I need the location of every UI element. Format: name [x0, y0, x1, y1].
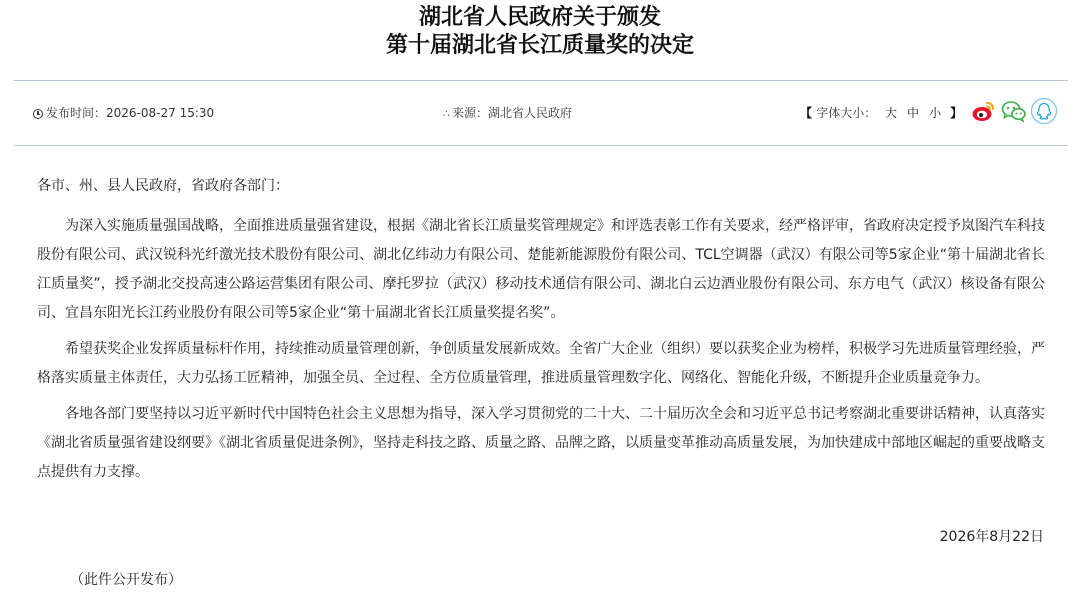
qq-icon	[1030, 97, 1058, 125]
font-size-control	[800, 103, 962, 123]
top-divider	[14, 80, 1068, 81]
paragraph-1: 为深入实施质量强国战略，全面推进质量强省建设，根据《湖北省长江质量奖管理规定》和评选表彰工作有关要求，经严格评审，省政府决定授予岚图汽车科技股份有限公司、武汉锐科光纤激光技术股份有限公司、湖北亿纬动力有限公司、楚能新能源股份有限公司、TCL空调器（武汉）有限公司等5家企业“第十届湖北省长江质量奖”，授予湖北交投高速公路运营集团有限公司、摩托罗拉（武汉）移动技术通信有限公司、湖北白云边酒业股份有限公司、东方电气（武汉）核设备有限公司、宜昌东阳光长江药业股份有限公司等5家企业“第十届湖北省长江质量奖提名奖”。	[37, 218, 1045, 321]
publish-time-value: 2026-08-27 15:30	[106, 106, 215, 120]
font-size-small[interactable]: 小	[929, 106, 942, 120]
bracket-open: 【	[800, 106, 817, 120]
clock-icon	[33, 109, 43, 119]
font-size-large[interactable]: 大	[885, 106, 898, 120]
publish-time-label: 发布时间：	[46, 106, 107, 120]
bracket-close: 】	[946, 106, 963, 120]
paragraph-2: 希望获奖企业发挥质量标杆作用，持续推动质量管理创新，争创质量发展新成效。全省广大企业（组织）要以获奖企业为榜样，积极学习先进质量管理经验，严格落实质量主体责任，大力弘扬工匠精神，加强全员、全过程、全方位质量管理，推进质量管理数字化、网络化、智能化升级，不断提升企业质量竞争力。	[37, 341, 1045, 386]
paragraph-3: 各地各部门要坚持以习近平新时代中国特色社会主义思想为指导，深入学习贯彻党的二十大、二十届历次全会和习近平总书记考察湖北重要讲话精神，认真落实《湖北省质量强省建设纲要》《湖北省质量促进条例》，坚持走科技之路、质量之路、品牌之路，以质量变革推动高质量发展，为加快建成中部地区崛起的重要战略支点提供有力支撑。	[37, 406, 1045, 480]
title-line-1: 湖北省人民政府关于颁发	[418, 5, 661, 30]
publish-time	[33, 103, 214, 123]
wechat-share-button[interactable]	[1000, 97, 1028, 125]
weibo-icon	[971, 97, 997, 125]
source-value: 湖北省人民政府	[488, 106, 573, 120]
article-title	[0, 4, 1080, 60]
publish-note: （此件公开发布）	[70, 572, 182, 588]
article-source	[443, 103, 572, 123]
weibo-share-button[interactable]	[971, 97, 997, 125]
qq-share-button[interactable]	[1030, 97, 1058, 125]
wechat-icon	[1000, 97, 1028, 125]
source-label: 来源：	[452, 106, 489, 120]
source-icon: ∴	[443, 107, 450, 120]
font-size-medium[interactable]: 中	[907, 106, 920, 120]
document-date: 2026年8月22日	[939, 529, 1044, 545]
bottom-divider	[14, 145, 1068, 146]
salutation: 各市、州、县人民政府，省政府各部门：	[37, 178, 289, 194]
title-line-2: 第十届湖北省长江质量奖的决定	[385, 33, 694, 58]
article-body	[37, 172, 1045, 494]
font-size-label: 字体大小：	[816, 106, 877, 120]
